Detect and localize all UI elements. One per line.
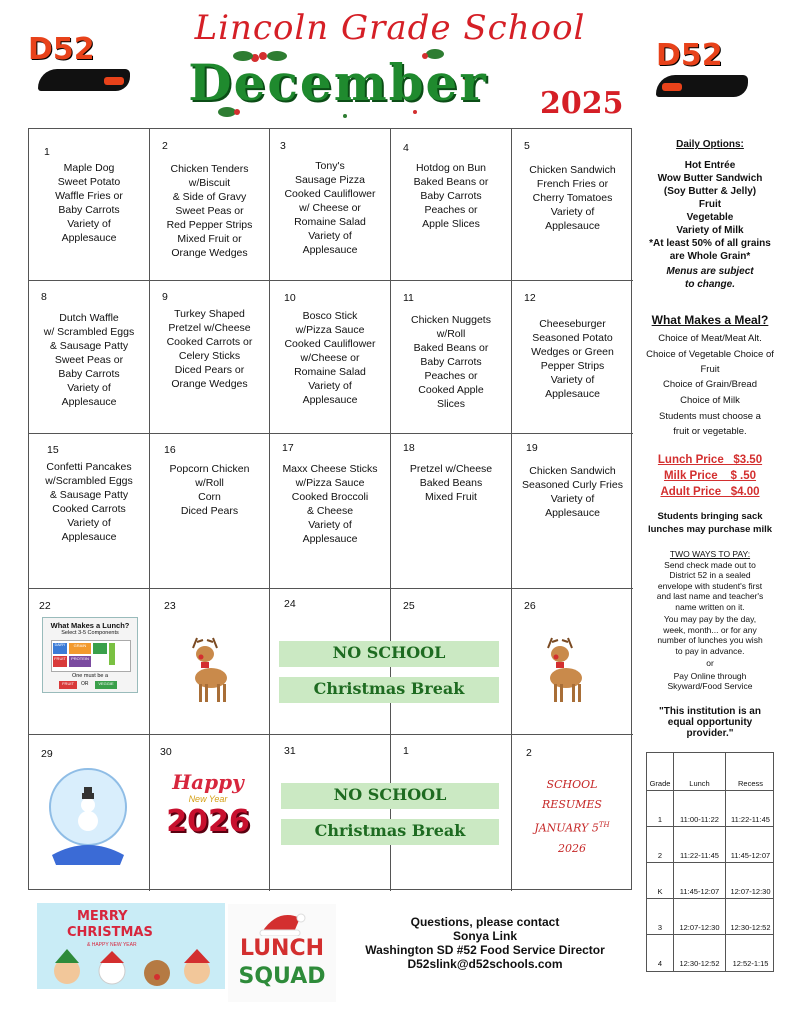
christmas-break-banner: Christmas Break [279, 677, 499, 703]
payment-info: TWO WAYS TO PAY: Send check made out to District 52 in a sealed envelope with student's first and last name and teacher's name written on it. You may pay by the day, week, month... or for any number of lunches you wish to pay in advance. or Pay Online through Skyward/Food Service [656, 549, 764, 691]
day-menu: Confetti Pancakes w/Scrambled Eggs & Sausage Patty Cooked Carrots Variety of Applesauce [45, 461, 133, 543]
santa-hat-icon [258, 908, 306, 936]
day-number: 25 [403, 600, 415, 612]
day-cell [270, 434, 391, 589]
day-menu: Maple Dog Sweet Potato Waffle Fries or Baby Carrots Variety of Applesauce [55, 162, 123, 244]
table-row: 2 11:22-11:45 11:45-12:07 [647, 827, 773, 863]
month-title: December [188, 53, 488, 112]
day-number: 1 [44, 146, 50, 158]
table-row: 4 12:30-12:52 12:52-1:15 [647, 935, 773, 971]
snow-globe-icon [42, 765, 134, 869]
day-cell [29, 281, 150, 434]
no-school-banner: NO SCHOOL [279, 641, 499, 667]
day-number: 16 [164, 444, 176, 456]
day-cell [391, 281, 512, 434]
day-menu: Cheeseburger Seasoned Potato Wedges or Green Pepper Strips Variety of Applesauce [531, 318, 614, 400]
day-number: 11 [403, 292, 414, 304]
day-menu: Dutch Waffle w/ Scrambled Eggs & Sausage Patty Sweet Peas or Baby Carrots Variety of Applesauce [43, 312, 135, 408]
contact-email: D52slink@d52schools.com [407, 957, 563, 971]
lunch-recess-schedule [646, 752, 774, 972]
day-number: 8 [41, 291, 47, 303]
table-row: Grade Lunch Recess [647, 753, 773, 791]
merry-christmas-image: MERRY CHRISTMAS & HAPPY NEW YEAR [37, 903, 225, 1001]
day-cell [270, 281, 391, 434]
equal-opportunity-note: "This institution is an equal opportunity provider." [659, 706, 761, 739]
day-number: 29 [41, 748, 53, 760]
what-makes-a-lunch-chart: What Makes a Lunch? Select 3-5 Components DAIRY GRAIN FRUIT PROTEIN One must be a FRUIT OR VEGGIE [42, 617, 138, 693]
day-cell [391, 735, 512, 891]
logo-text: D52 [28, 32, 95, 67]
d52-logo-left [28, 32, 130, 91]
lunch-squad-image: LUNCH SQUAD [228, 904, 336, 1002]
day-number: 2 [526, 747, 532, 759]
logo-text: D52 [656, 38, 723, 73]
day-cell [270, 129, 391, 281]
school-resumes-note: SCHOOL RESUMES JANUARY 5TH 2026 [534, 778, 610, 855]
day-menu: Tony's Sausage Pizza Cooked Cauliflower w/ Cheese or Romaine Salad Variety of Applesauce [284, 160, 376, 256]
reindeer-icon [177, 634, 237, 706]
day-cell [150, 129, 270, 281]
day-menu: Chicken Nuggets w/Roll Baked Beans or Baby Carrots Peaches or Cooked Apple Slices [411, 314, 491, 410]
day-number: 9 [162, 291, 168, 303]
day-number: 23 [164, 600, 176, 612]
day-menu: Chicken Sandwich French Fries or Cherry Tomatoes Variety of Applesauce [529, 164, 616, 232]
day-number: 30 [160, 746, 172, 758]
day-menu: Hotdog on Bun Baked Beans or Baby Carrots Peaches or Apple Slices [413, 162, 489, 230]
no-school-banner: NO SCHOOL [281, 783, 499, 809]
day-cell [29, 129, 150, 281]
panther-icon [38, 69, 130, 91]
day-menu: Chicken Sandwich Seasoned Curly Fries Variety of Applesauce [522, 465, 623, 519]
day-cell [391, 129, 512, 281]
day-menu: Pretzel w/Cheese Baked Beans Mixed Fruit [409, 463, 493, 503]
sack-lunch-note: Students bringing sack lunches may purchase milk [647, 511, 773, 535]
day-cell [512, 129, 633, 281]
what-makes-a-meal: What Makes a Meal? Choice of Meat/Meat Alt. Choice of Vegetable Choice of Fruit Choice of Grain/Bread Choice of Milk Students must choose a fruit or vegetable. [646, 313, 774, 437]
day-cell [512, 434, 633, 589]
day-number: 22 [39, 600, 51, 612]
day-number: 10 [284, 292, 296, 304]
day-number: 3 [280, 140, 286, 152]
day-cell [270, 735, 391, 891]
table-row: K 11:45-12:07 12:07-12:30 [647, 863, 773, 899]
day-number: 12 [524, 292, 536, 304]
day-number: 17 [282, 442, 294, 454]
day-cell [150, 281, 270, 434]
d52-logo-right [656, 38, 748, 97]
day-number: 2 [162, 140, 168, 152]
day-cell [150, 434, 270, 589]
daily-options: Daily Options: Hot Entrée Wow Butter Sandwich (Soy Butter & Jelly) Fruit Vegetable Variety of Milk *At least 50% of all grains are Whole Grain* Menus are subject to change. [649, 139, 771, 290]
day-number: 4 [403, 142, 409, 154]
table-row: 3 12:07-12:30 12:30-12:52 [647, 899, 773, 935]
christmas-break-banner: Christmas Break [281, 819, 499, 845]
day-number: 24 [284, 598, 296, 610]
day-number: 19 [526, 442, 538, 454]
day-cell [512, 281, 633, 434]
day-cell [391, 434, 512, 589]
school-title: Lincoln Grade School [194, 8, 586, 48]
day-number: 5 [524, 140, 530, 152]
day-menu: Chicken Tenders w/Biscuit & Side of Gravy Sweet Peas or Red Pepper Strips Mixed Fruit or Orange Wedges [166, 163, 253, 259]
prices: Lunch Price $3.50 Milk Price $ .50 Adult Price $4.00 [657, 454, 763, 498]
day-number: 15 [47, 444, 59, 456]
table-row: 1 11:00-11:22 11:22-11:45 [647, 791, 773, 827]
day-menu: Popcorn Chicken w/Roll Corn Diced Pears [169, 463, 250, 517]
day-number: 31 [284, 745, 296, 757]
reindeer-icon [532, 634, 592, 706]
day-number: 1 [403, 745, 409, 757]
year: 2025 [540, 86, 624, 121]
day-menu: Maxx Cheese Sticks w/Pizza Sauce Cooked Broccoli & Cheese Variety of Applesauce [282, 463, 378, 545]
contact-info: Questions, please contact Sonya Link Washington SD #52 Food Service Director D52slink@d52schools.com [350, 915, 620, 971]
happy-new-year-image: Happy New Year 2026 [166, 770, 250, 839]
day-cell [29, 434, 150, 589]
panther-icon [656, 75, 748, 97]
day-number: 18 [403, 442, 415, 454]
day-menu: Bosco Stick w/Pizza Sauce Cooked Cauliflower w/Cheese or Romaine Salad Variety of Applesauce [284, 310, 376, 406]
day-menu: Turkey Shaped Pretzel w/Cheese Cooked Carrots or Celery Sticks Diced Pears or Orange Wedges [166, 308, 253, 390]
day-number: 26 [524, 600, 536, 612]
